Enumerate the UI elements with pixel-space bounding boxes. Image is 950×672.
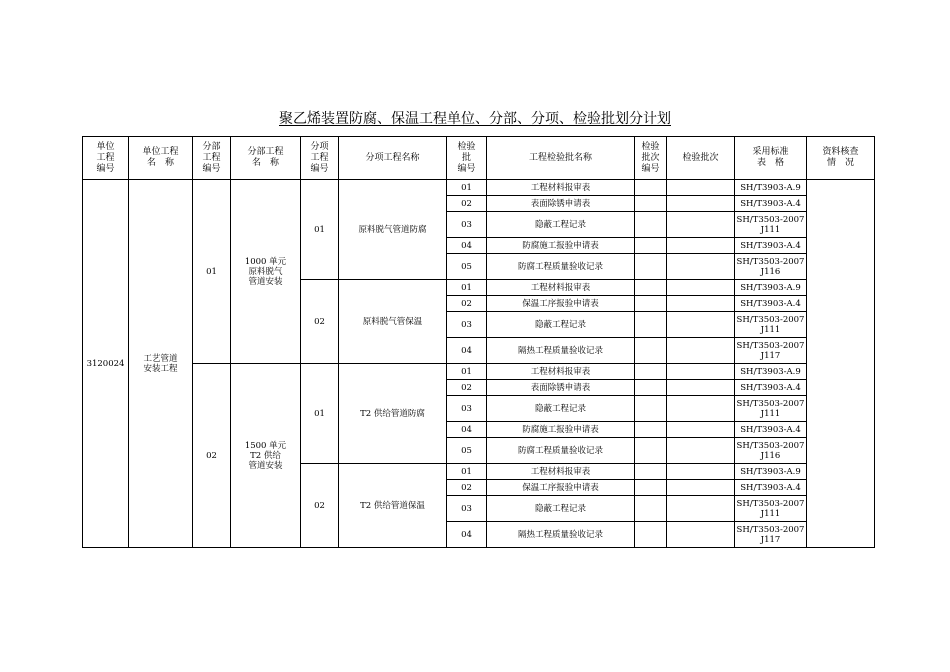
batch-code-cell: [635, 496, 667, 522]
lot-name-cell: 隐蔽工程记录: [487, 312, 635, 338]
subitem-code-cell: 02: [301, 464, 339, 548]
header-row: [83, 137, 875, 180]
batch-code-cell: [635, 296, 667, 312]
standard-cell: SH/T3903-A.9: [735, 280, 807, 296]
lot-name-cell: 防腐施工报验申请表: [487, 238, 635, 254]
lot-name-cell: 保温工序报验申请表: [487, 480, 635, 496]
lot-code-cell: 03: [447, 396, 487, 422]
standard-cell: SH/T3503-2007 J117: [735, 338, 807, 364]
standard-cell: SH/T3903-A.9: [735, 464, 807, 480]
header-subitem-code: 分项 工程 编号: [301, 137, 339, 180]
lot-name-cell: 工程材料报审表: [487, 464, 635, 480]
review-cell: [807, 180, 875, 548]
lot-code-cell: 04: [447, 522, 487, 548]
batch-code-cell: [635, 338, 667, 364]
batch-code-cell: [635, 438, 667, 464]
batch-cell: [667, 254, 735, 280]
standard-cell: SH/T3503-2007 J117: [735, 522, 807, 548]
lot-name-cell: 隔热工程质量验收记录: [487, 338, 635, 364]
header-standard: 采用标准 表 格: [735, 137, 807, 180]
header-review: 资料核查 情 况: [807, 137, 875, 180]
standard-cell: SH/T3903-A.4: [735, 380, 807, 396]
subitem-code-cell: 01: [301, 180, 339, 280]
lot-code-cell: 05: [447, 438, 487, 464]
batch-code-cell: [635, 312, 667, 338]
lot-code-cell: 03: [447, 496, 487, 522]
batch-code-cell: [635, 280, 667, 296]
standard-cell: SH/T3903-A.4: [735, 196, 807, 212]
division-name-cell: 1000 单元 原料脱气 管道安装: [231, 180, 301, 364]
batch-cell: [667, 296, 735, 312]
batch-cell: [667, 522, 735, 548]
batch-cell: [667, 280, 735, 296]
header-division-code: 分部 工程 编号: [193, 137, 231, 180]
standard-cell: SH/T3503-2007 J111: [735, 312, 807, 338]
division-code-cell: 01: [193, 180, 231, 364]
lot-code-cell: 01: [447, 364, 487, 380]
batch-code-cell: [635, 364, 667, 380]
batch-code-cell: [635, 422, 667, 438]
batch-code-cell: [635, 196, 667, 212]
batch-cell: [667, 364, 735, 380]
division-code-cell: 02: [193, 364, 231, 548]
header-batch: 检验批次: [667, 137, 735, 180]
lot-name-cell: 表面除锈申请表: [487, 196, 635, 212]
unit-code-cell: 3120024: [83, 180, 129, 548]
lot-code-cell: 02: [447, 480, 487, 496]
table-body: [83, 137, 875, 548]
lot-name-cell: 表面除锈申请表: [487, 380, 635, 396]
lot-code-cell: 02: [447, 296, 487, 312]
subitem-name-cell: T2 供给管道防腐: [339, 364, 447, 464]
subitem-name-cell: T2 供给管道保温: [339, 464, 447, 548]
table-row: [83, 180, 875, 196]
standard-cell: SH/T3903-A.4: [735, 296, 807, 312]
lot-name-cell: 隐蔽工程记录: [487, 496, 635, 522]
standard-cell: SH/T3503-2007 J116: [735, 438, 807, 464]
lot-name-cell: 防腐工程质量验收记录: [487, 254, 635, 280]
subitem-name-cell: 原料脱气管保温: [339, 280, 447, 364]
lot-code-cell: 02: [447, 380, 487, 396]
header-batch-code: 检验 批次 编号: [635, 137, 667, 180]
lot-name-cell: 防腐施工报验申请表: [487, 422, 635, 438]
lot-name-cell: 保温工序报验申请表: [487, 296, 635, 312]
batch-code-cell: [635, 180, 667, 196]
subitem-name-cell: 原料脱气管道防腐: [339, 180, 447, 280]
batch-code-cell: [635, 380, 667, 396]
batch-cell: [667, 238, 735, 254]
batch-cell: [667, 312, 735, 338]
lot-name-cell: 防腐工程质量验收记录: [487, 438, 635, 464]
batch-cell: [667, 396, 735, 422]
lot-code-cell: 05: [447, 254, 487, 280]
lot-code-cell: 01: [447, 464, 487, 480]
header-unit-name: 单位工程 名 称: [129, 137, 193, 180]
lot-code-cell: 04: [447, 422, 487, 438]
batch-cell: [667, 380, 735, 396]
batch-cell: [667, 464, 735, 480]
lot-name-cell: 工程材料报审表: [487, 180, 635, 196]
batch-cell: [667, 196, 735, 212]
document-title-text: 聚乙烯装置防腐、保温工程单位、分部、分项、检验批划分计划: [279, 111, 671, 127]
batch-cell: [667, 480, 735, 496]
batch-cell: [667, 496, 735, 522]
division-plan-table: [82, 136, 875, 548]
subitem-code-cell: 02: [301, 280, 339, 364]
header-division-name: 分部工程 名 称: [231, 137, 301, 180]
table-row: [83, 364, 875, 380]
lot-name-cell: 隔热工程质量验收记录: [487, 522, 635, 548]
lot-code-cell: 04: [447, 338, 487, 364]
lot-name-cell: 工程材料报审表: [487, 364, 635, 380]
standard-cell: SH/T3503-2007 J111: [735, 396, 807, 422]
unit-name-cell: 工艺管道 安装工程: [129, 180, 193, 548]
lot-name-cell: 隐蔽工程记录: [487, 212, 635, 238]
standard-cell: SH/T3503-2007 J116: [735, 254, 807, 280]
batch-cell: [667, 338, 735, 364]
lot-code-cell: 04: [447, 238, 487, 254]
standard-cell: SH/T3503-2007 J111: [735, 212, 807, 238]
standard-cell: SH/T3503-2007 J111: [735, 496, 807, 522]
batch-cell: [667, 422, 735, 438]
lot-code-cell: 01: [447, 180, 487, 196]
header-subitem-name: 分项工程名称: [339, 137, 447, 180]
header-lot-name: 工程检验批名称: [487, 137, 635, 180]
header-unit-code: 单位 工程 编号: [83, 137, 129, 180]
standard-cell: SH/T3903-A.4: [735, 422, 807, 438]
batch-cell: [667, 180, 735, 196]
division-name-cell: 1500 单元 T2 供给 管道安装: [231, 364, 301, 548]
batch-code-cell: [635, 522, 667, 548]
batch-code-cell: [635, 480, 667, 496]
standard-cell: SH/T3903-A.4: [735, 480, 807, 496]
batch-code-cell: [635, 238, 667, 254]
batch-code-cell: [635, 212, 667, 238]
batch-cell: [667, 438, 735, 464]
lot-code-cell: 01: [447, 280, 487, 296]
lot-code-cell: 02: [447, 196, 487, 212]
subitem-code-cell: 01: [301, 364, 339, 464]
document-title: [0, 108, 950, 128]
batch-code-cell: [635, 464, 667, 480]
lot-name-cell: 工程材料报审表: [487, 280, 635, 296]
standard-cell: SH/T3903-A.9: [735, 364, 807, 380]
batch-code-cell: [635, 254, 667, 280]
header-lot-code: 检验 批 编号: [447, 137, 487, 180]
lot-code-cell: 03: [447, 212, 487, 238]
standard-cell: SH/T3903-A.4: [735, 238, 807, 254]
standard-cell: SH/T3903-A.9: [735, 180, 807, 196]
lot-code-cell: 03: [447, 312, 487, 338]
lot-name-cell: 隐蔽工程记录: [487, 396, 635, 422]
batch-code-cell: [635, 396, 667, 422]
batch-cell: [667, 212, 735, 238]
